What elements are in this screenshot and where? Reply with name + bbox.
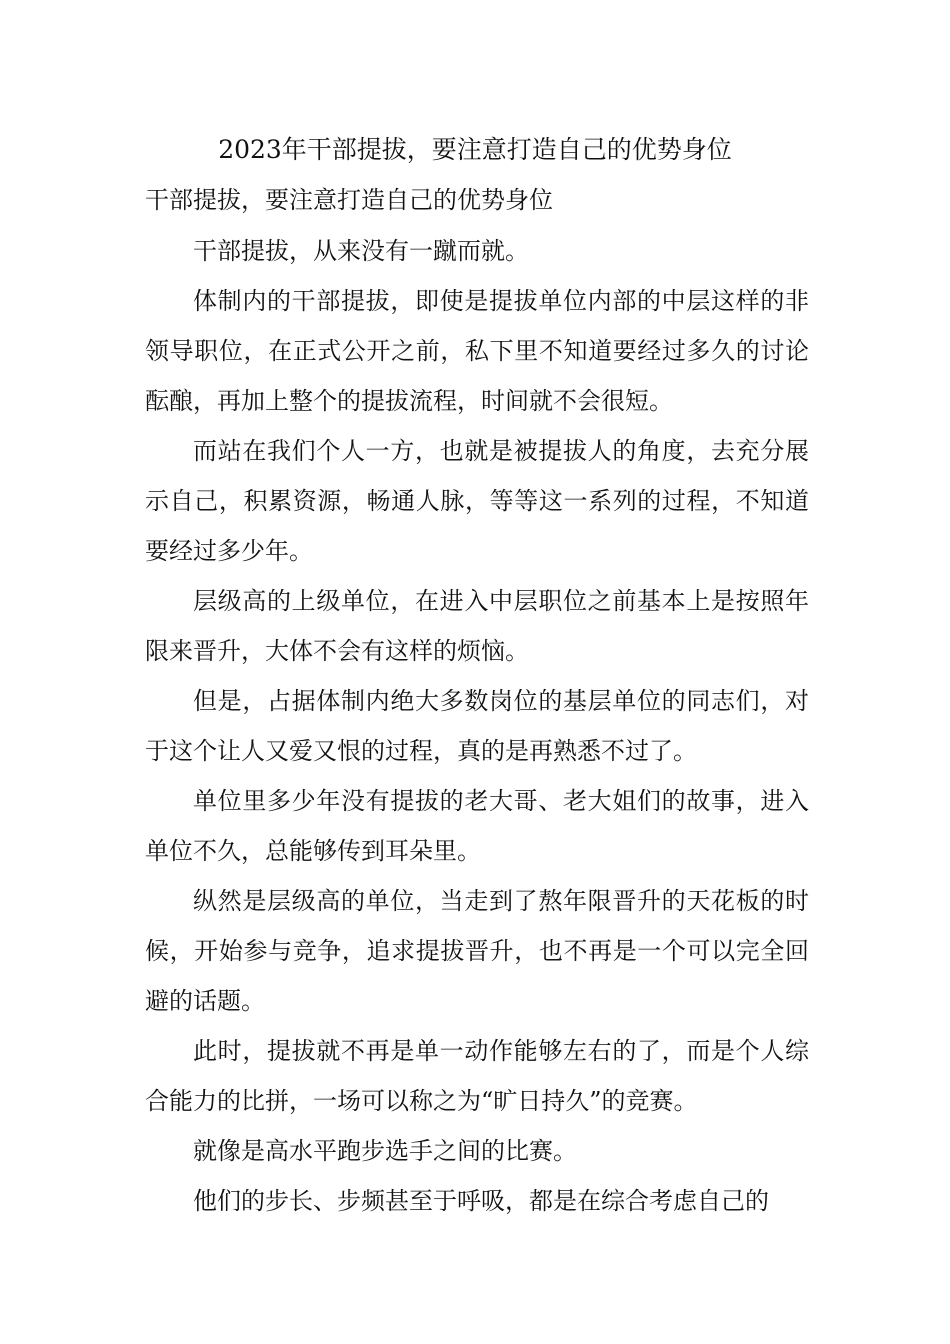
paragraph-5: 但是，占据体制内绝大多数岗位的基层单位的同志们，对于这个让人又爱又恨的过程，真的是再熟悉不过了。 [145, 687, 809, 765]
paragraph-6: 单位里多少年没有提拔的老大哥、老大姐们的故事，进入单位不久，总能够传到耳朵里。 [145, 787, 809, 865]
document-title: 2023年干部提拔，要注意打造自己的优势身位 [218, 135, 732, 164]
paragraph-1: 干部提拔，从来没有一蹴而就。 [193, 237, 529, 265]
paragraph-2: 体制内的干部提拔，即使是提拔单位内部的中层这样的非领导职位，在正式公开之前，私下里不知道要经过多久的讨论酝酿，再加上整个的提拔流程，时间就不会很短。 [145, 287, 809, 415]
paragraph-4: 层级高的上级单位，在进入中层职位之前基本上是按照年限来晋升，大体不会有这样的烦恼。 [145, 587, 809, 665]
paragraph-8: 此时，提拔就不再是单一动作能够左右的了，而是个人综合能力的比拼，一场可以称之为“旷日持久”的竞赛。 [145, 1037, 809, 1115]
document-subtitle: 干部提拔，要注意打造自己的优势身位 [145, 186, 553, 214]
paragraph-10: 他们的步长、步频甚至于呼吸，都是在综合考虑自己的 [193, 1187, 769, 1215]
paragraph-3: 而站在我们个人一方，也就是被提拔人的角度，去充分展示自己，积累资源，畅通人脉，等等这一系列的过程，不知道要经过多少年。 [145, 437, 809, 565]
document-body [145, 226, 809, 1226]
paragraph-7: 纵然是层级高的单位，当走到了熬年限晋升的天花板的时候，开始参与竞争，追求提拔晋升，也不再是一个可以完全回避的话题。 [145, 887, 809, 1015]
paragraph-9: 就像是高水平跑步选手之间的比赛。 [193, 1137, 577, 1165]
